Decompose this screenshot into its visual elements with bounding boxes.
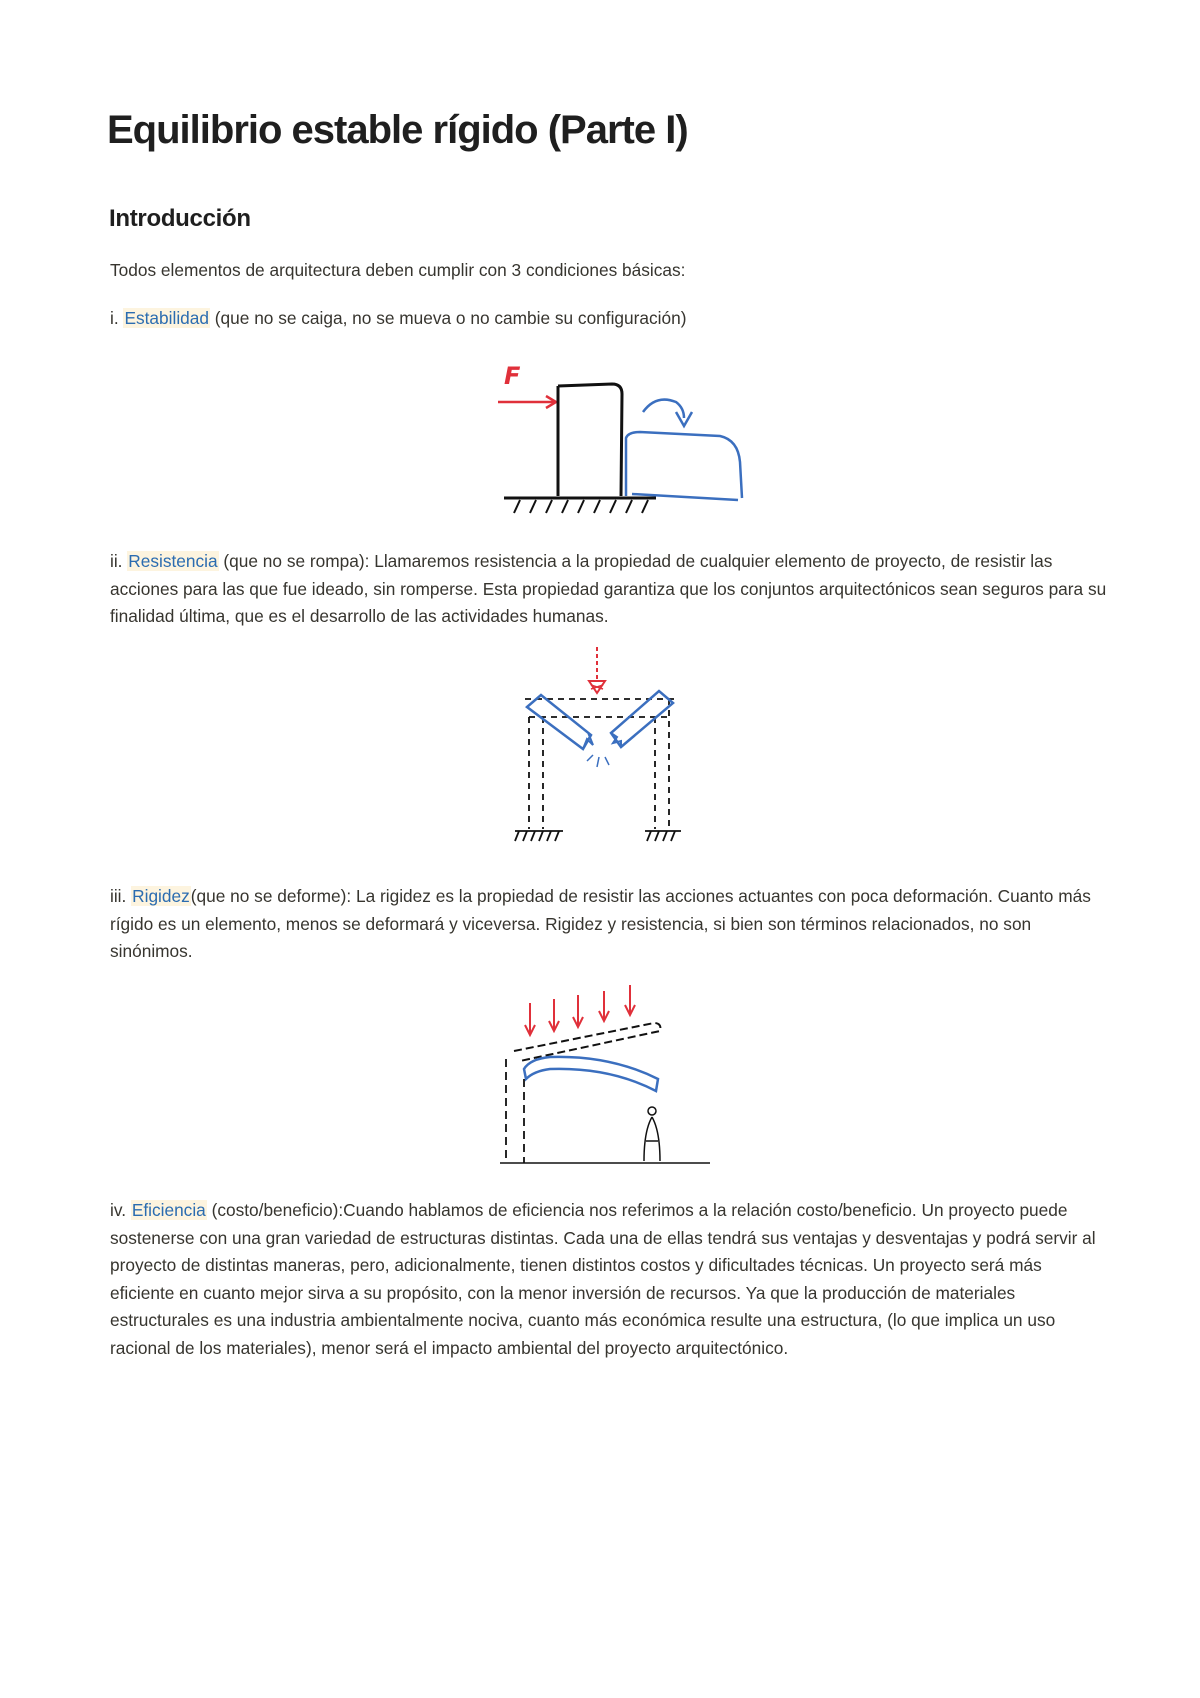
condition-text: (que no se rompa): Llamaremos resistencia a la propiedad de cualquier elemento de proyecto, de resistir las acciones para las que fue ideado, sin romperse. Esta propiedad garantiza que los conjuntos arquitectónicos sean seguros para su finalidad última, que es el desarrollo de las actividades humanas. <box>110 551 1107 626</box>
condition-efficiency <box>110 1197 1110 1362</box>
page-title: Equilibrio estable rígido (Parte I) <box>107 108 688 152</box>
condition-prefix: iii. <box>110 886 132 906</box>
original-frame-dashed <box>525 699 675 829</box>
original-beam <box>514 1023 660 1061</box>
block-top-right-edge <box>558 384 622 496</box>
stability-sketch <box>490 360 760 520</box>
condition-prefix: ii. <box>110 551 128 571</box>
term-link-stability[interactable]: Estabilidad <box>124 308 209 328</box>
broken-beam-left <box>527 695 591 749</box>
condition-text: (que no se caiga, no se mueva o no cambie su configuración) <box>210 308 687 328</box>
crack-sparks <box>587 755 609 767</box>
resistance-sketch <box>505 645 690 850</box>
intro-paragraph: Todos elementos de arquitectura deben cumplir con 3 condiciones básicas: <box>110 260 686 280</box>
condition-rigidity <box>110 883 1110 966</box>
condition-stability <box>110 305 1110 333</box>
condition-text: (costo/beneficio):Cuando hablamos de eficiencia nos referimos a la relación costo/beneficio. Un proyecto puede sostenerse con una gran variedad de estructuras distintas. Cada una de ellas tendrá sus ventajas y desventajas y podrá servir al proyecto de distintas maneras, pero, adicionalmente, tienen distintos costos y dificultades técnicas. Un proyecto será más eficiente en cuanto mejor sirva a su propósito, con la menor inversión de recursos. Ya que la producción de materiales estructurales es una industria ambientalmente nociva, cuanto más económica resulte una estructura, (lo que implica un uso racional de los materiales), menor será el impacto ambiental del proyecto arquitectónico. <box>110 1200 1096 1358</box>
distributed-load-arrows <box>525 985 635 1035</box>
broken-beam-right <box>611 691 673 747</box>
ground-hatching <box>514 500 648 513</box>
frame-columns <box>506 1059 524 1163</box>
rigidity-sketch <box>490 975 720 1170</box>
person-figure <box>644 1107 660 1161</box>
supports <box>515 831 681 841</box>
condition-prefix: iv. <box>110 1200 131 1220</box>
term-link-resistance[interactable]: Resistencia <box>128 551 218 571</box>
condition-text: (que no se deforme): La rigidez es la propiedad de resistir las acciones actuantes con poca deformación. Cuanto más rígido es un elemento, menos se deformará y viceversa. Rigidez y resistencia, si bien son términos relacionados, no son sinónimos. <box>110 886 1091 961</box>
condition-resistance <box>110 548 1110 631</box>
tipped-block-outline <box>626 432 742 498</box>
condition-prefix: i. <box>110 308 124 328</box>
term-link-rigidity[interactable]: Rigidez <box>132 886 190 906</box>
term-link-efficiency[interactable]: Eficiencia <box>131 1200 206 1220</box>
force-label: F <box>504 362 521 390</box>
deformed-beam <box>524 1057 658 1091</box>
section-heading: Introducción <box>109 205 251 232</box>
